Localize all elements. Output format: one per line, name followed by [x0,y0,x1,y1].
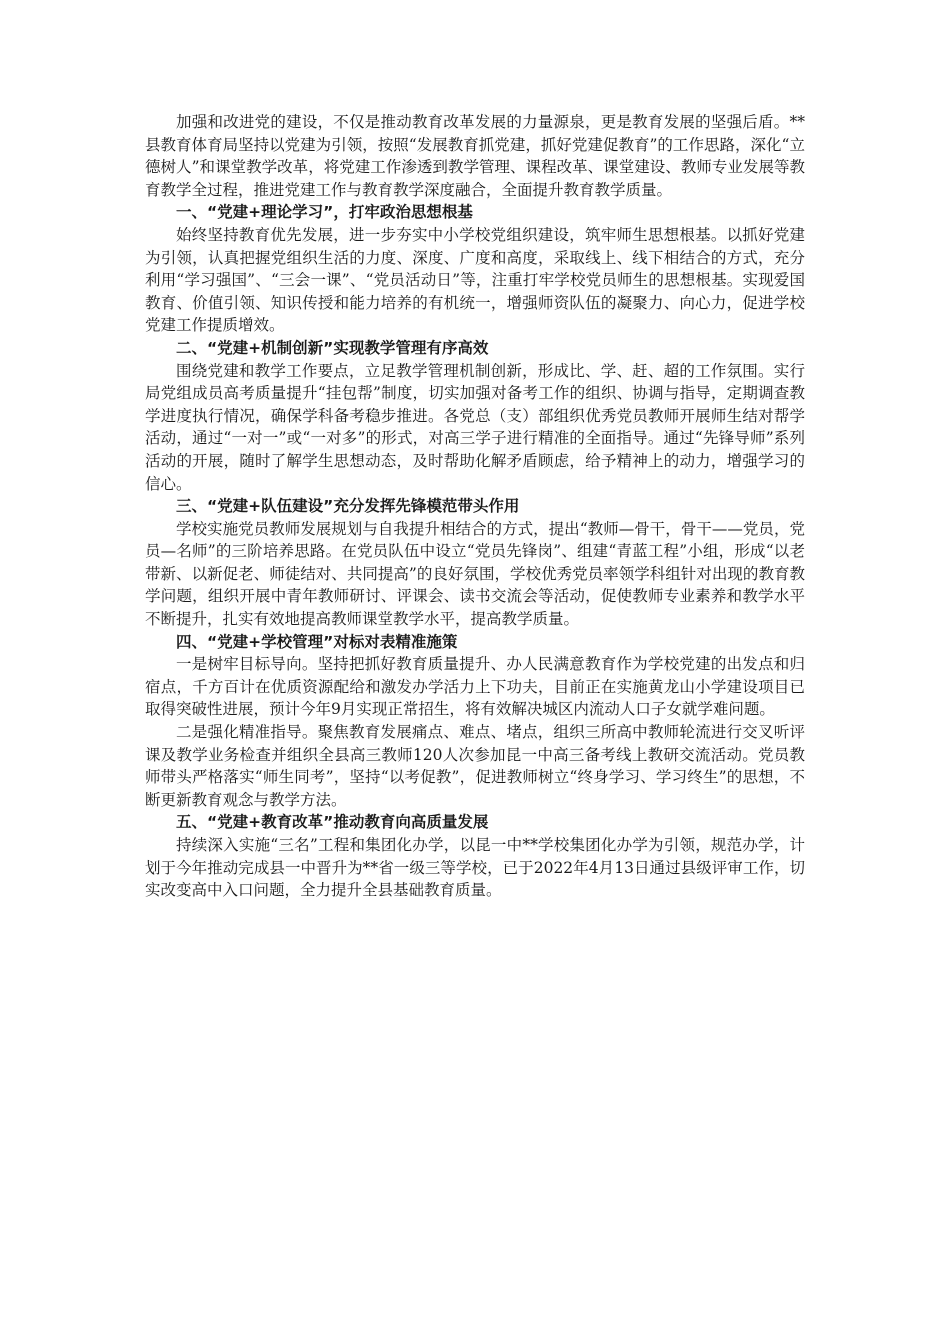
document-body [145,111,805,902]
section-5-paragraph: 持续深入实施“三名”工程和集团化办学，以昆一中**学校集团化办学为引领，规范办学，计划于今年推动完成县一中晋升为**省一级三等学校，已于2022年4月13日通过县级评审工作，切实改变高中入口问题，全力提升全县基础教育质量。 [145,836,805,900]
section-4-paragraph-1: 一是树牢目标导向。坚持把抓好教育质量提升、办人民满意教育作为学校党建的出发点和归宿点，千方百计在优质资源配给和激发办学活力上下功夫，目前正在实施黄龙山小学建设项目已取得突破性进展，预计今年9月实现正常招生，将有效解决城区内流动人口子女就学难问题。 [145,655,805,719]
section-2-paragraph: 围绕党建和教学工作要点，立足教学管理机制创新，形成比、学、赶、超的工作氛围。实行局党组成员高考质量提升“挂包帮”制度，切实加强对备考工作的组织、协调与指导，定期调查教学进度执行情况，确保学科备考稳步推进。各党总（支）部组织优秀党员教师开展师生结对帮学活动，通过“一对一”或“一对多”的形式，对高三学子进行精准的全面指导。通过“先锋导师”系列活动的开展，随时了解学生思想动态，及时帮助化解矛盾顾虑，给予精神上的动力，增强学习的信心。 [145,361,805,493]
section-3-heading: 三、“党建+队伍建设”充分发挥先锋模范带头作用 [176,497,520,516]
section-1-paragraph: 始终坚持教育优先发展，进一步夯实中小学校党组织建设，筑牢师生思想根基。以抓好党建为引领，认真把握党组织生活的力度、深度、广度和高度，采取线上、线下相结合的方式，充分利用“学习强国”、“三会一课”、“党员活动日”等，注重打牢学校党员师生的思想根基。实现爱国教育、价值引领、知识传授和能力培养的有机统一，增强师资队伍的凝聚力、向心力，促进学校党建工作提质增效。 [145,225,805,335]
section-4-paragraph-2: 二是强化精准指导。聚焦教育发展痛点、难点、堵点，组织三所高中教师轮流进行交叉听评课及教学业务检查并组织全县高三教师120人次参加昆一中高三备考线上教研交流活动。党员教师带头严格落实“师生同考”，坚持“以考促教”，促进教师树立“终身学习、学习终生”的思想，不断更新教育观念与教学方法。 [145,723,805,809]
section-4-heading: 四、“党建+学校管理”对标对表精准施策 [176,632,458,651]
section-3-paragraph: 学校实施党员教师发展规划与自我提升相结合的方式，提出“教师—骨干，骨干——党员，党员—名师”的三阶培养思路。在党员队伍中设立“党员先锋岗”、组建“青蓝工程”小组，形成“以老带新、以新促老、师徒结对、共同提高”的良好氛围，学校优秀党员率领学科组针对出现的教育教学问题，组织开展中青年教师研讨、评课会、读书交流会等活动，促使教师专业素养和教学水平不断提升，扎实有效地提高教师课堂教学水平，提高教学质量。 [145,519,805,629]
intro-paragraph: 加强和改进党的建设，不仅是推动教育改革发展的力量源泉，更是教育发展的坚强后盾。**县教育体育局坚持以党建为引领，按照“发展教育抓党建，抓好党建促教育”的工作思路，深化“立德树人”和课堂教学改革，将党建工作渗透到教学管理、课程改革、课堂建设、教师专业发展等教育教学全过程，推进党建工作与教育教学深度融合，全面提升教育教学质量。 [145,113,805,199]
section-1-heading: 一、“党建+理论学习”，打牢政治思想根基 [176,203,473,222]
section-2-heading: 二、“党建+机制创新”实现教学管理有序高效 [176,338,489,357]
section-5-heading: 五、“党建+教育改革”推动教育向高质量发展 [176,813,489,832]
